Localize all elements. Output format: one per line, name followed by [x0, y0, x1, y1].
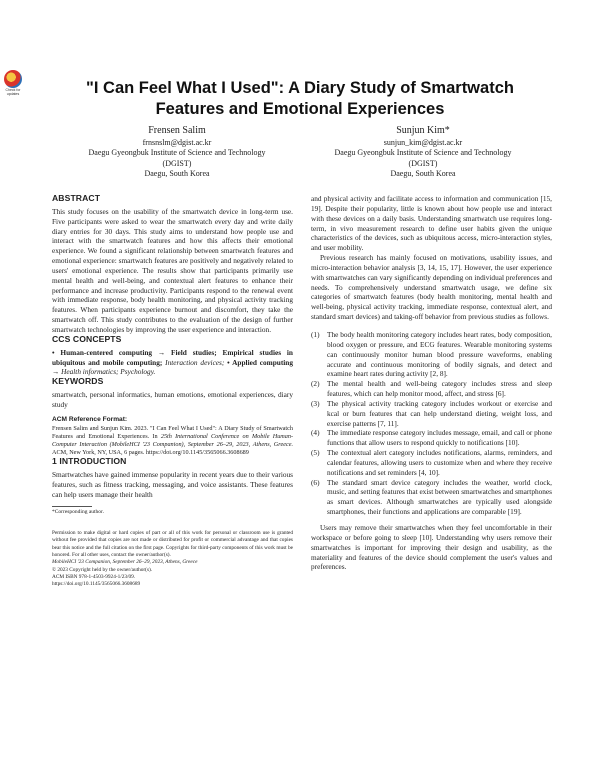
author-affiliation: Daegu Gyeongbuk Institute of Science and Technology [88, 148, 266, 158]
introduction-text-continued: and physical activity and facilitate access to information and communication [15, 19]. Despite their popularity, little is known about how people use and interact with these devices on a daily basis. Understanding smartwatch use requires long-term, in vivo measurement research to define user habits given the unique characteristics of the devices, such as ubiquitous access, micro-interaction styles, and user mobility. [311, 194, 552, 253]
ccs-text [52, 348, 293, 378]
reference-text-italic: 25th International Conference on Mobile Human-Computer Interaction (MobileHCI '23 Companion), September 26–29, 2023, Athens, Greece. [52, 432, 294, 448]
ccs-heading: CCS CONCEPTS [52, 333, 122, 344]
left-column [52, 194, 293, 588]
author-name: Frensen Salim [148, 125, 206, 136]
keywords-text: smartwatch, personal informatics, human emotions, emotional experiences, diary study [52, 390, 293, 409]
footnote-divider [52, 506, 92, 507]
list-text: The contextual alert category includes notifications, alarms, reminders, and calendar features, allowing users to customize when and where they receive notifications and set reminders [4, 10]. [327, 448, 552, 477]
conference-line [52, 559, 293, 566]
reference-text-end: ACM, New York, NY, USA, 6 pages. https://doi.org/10.1145/3565066.3608689 [52, 449, 249, 457]
conference-line-text: MobileHCI '23 Companion, September 26–29, 2023, Athens, Greece [52, 559, 198, 566]
corresponding-author-footnote: *Corresponding author. [52, 508, 104, 515]
list-text: The immediate response category includes message, email, and call or phone functions that allow users to respond quickly to notifications [10]. [327, 428, 552, 448]
introduction-paragraph-2: Previous research has mainly focused on motivations, usability issues, and micro-interaction behavior analysis [3, 14, 15, 17]. However, the user experience with smartwatches can vary significantly depending on individual preferences and needs. To comprehensively understand smartwatch usage, we define six categories of smartwatch features (body health monitoring, mental health and well-being, physical activity tracking, immediate response, contextual alert, and standard smart devices) and taking-off behavior from previous studies as follows. [311, 253, 552, 322]
author-block-2 [298, 124, 548, 180]
author-location: Daegu, South Korea [144, 169, 210, 179]
author-email: sunjun_kim@dgist.ac.kr [383, 138, 463, 147]
list-number: (6) [311, 477, 320, 487]
ccs-item-2-italic: Health informatics; Psychology. [59, 367, 156, 377]
right-column [311, 194, 552, 572]
reference-format-text [52, 425, 293, 458]
list-number: (3) [311, 398, 320, 408]
badge-label: Check for updates [5, 88, 21, 96]
permission-block [52, 530, 293, 588]
author-location: Daegu, South Korea [390, 169, 456, 179]
introduction-heading: 1 INTRODUCTION [52, 456, 127, 467]
list-item [311, 399, 552, 429]
doi-link[interactable]: https://doi.org/10.1145/3565066.3608689 [52, 581, 141, 588]
abstract-heading: ABSTRACT [52, 193, 101, 203]
author-email: frnsnslm@dgist.ac.kr [142, 138, 212, 147]
check-for-updates-badge[interactable] [2, 70, 24, 96]
list-number: (5) [311, 448, 320, 458]
introduction-paragraph-3: Users may remove their smartwatches when they feel uncomfortable in their workspace or before going to sleep [10]. Understanding why users remove their smartwatches is important for improving their design and usability, as the materiality and features of the device should complement the user's values and preferences. [311, 523, 552, 572]
abstract-text: This study focuses on the usability of the smartwatch device in long-term use. Five participants were asked to wear the smartwatch every day and write daily diary entries for 30 days. This study aims to understand how people use and interact with the smartwatch features and how this affects their emotional experience. We found a significant relationship between smartwatch features and emotional experience: smartwatch features are positively and negatively related to users' emotional experience. The results show that participants primarily use mental health and well-being, and contextual alert features to enhance their performance and increase productivity. Participants respond to the renewal event with immediate response, body health monitoring, and physical activity tracking features. When participants experience burnout and discomfort, they take the smartwatch off. This study contributes to the evaluation of the design of further smartwatch technologies by improving the user experience and interaction. [52, 206, 293, 334]
permission-text: Permission to make digital or hard copies of part or all of this work for personal or classroom use is granted without fee provided that copies are not made or distributed for profit or commercial advantage and that copies bear this notice and the full citation on the first page. Copyrights for third-party components of this work must be honored. For all other uses, contact the owner/author(s). [52, 530, 293, 558]
list-item [311, 448, 552, 478]
author-affiliation-abbrev: (DGIST) [162, 158, 192, 168]
list-text: The physical activity tracking category includes workout or exercise and kcal or burn features that can help understand dieting, weight loss, and exercise patterns [7, 11]. [327, 398, 552, 428]
list-number: (1) [311, 329, 320, 339]
author-name: Sunjun Kim* [396, 125, 450, 136]
update-check-icon [4, 70, 22, 88]
feature-category-list [311, 330, 552, 517]
ccs-item-1: • Human-centered computing → Field studies; Empirical studies in ubiquitous and mobile computing; [52, 347, 293, 367]
copyright-line: © 2023 Copyright held by the owner/author(s). [52, 566, 153, 573]
reference-format-heading: ACM Reference Format: [52, 415, 128, 423]
introduction-text: Smartwatches have gained immense popularity in recent years due to their various features, such as fitness tracking, messaging, and voice assistants. These features can help users manage their health [52, 470, 293, 499]
reference-text-plain: Frensen Salim and Sunjun Kim. 2023. "I Can Feel What I Used": A Diary Study of Smartwatch Features and Emotional Experiences. In [52, 424, 293, 440]
list-text: The mental health and well-being category includes stress and sleep features, which can help monitor mood, affect, and stress [6]. [327, 379, 552, 399]
list-text: The body health monitoring category includes heart rates, body composition, blood oxygen or pressure, and ECG features. Wearable monitoring systems can continuously monitor human blood pressure waveforms, enabling accurate and continuous monitoring of bodily signals, and detect and examine heart rates during activity [2, 8]. [327, 329, 552, 379]
list-number: (4) [311, 428, 320, 438]
list-item [311, 330, 552, 379]
list-text: The standard smart device category includes the weather, world clock, music, and setting features that exist between smartwatches and smartphones as smart devices. Although smartwatches are typically used alongside smartphones, their functions and applications are comparable [19]. [327, 477, 552, 517]
author-affiliation: Daegu Gyeongbuk Institute of Science and Technology [334, 148, 512, 158]
list-item [311, 478, 552, 517]
author-affiliation-abbrev: (DGIST) [408, 158, 438, 168]
keywords-heading: KEYWORDS [52, 376, 104, 387]
list-number: (2) [311, 379, 320, 389]
author-block-1 [52, 124, 302, 180]
paper-title: "I Can Feel What I Used": A Diary Study of Smartwatch Features and Emotional Experiences [86, 79, 514, 118]
list-item [311, 428, 552, 448]
isbn-line: ACM ISBN 978-1-4503-9924-1/23/09. [52, 573, 136, 580]
list-item [311, 379, 552, 399]
ccs-item-1-italic: Interaction devices; [162, 357, 225, 367]
ccs-item-2: • Applied computing → [52, 357, 293, 377]
